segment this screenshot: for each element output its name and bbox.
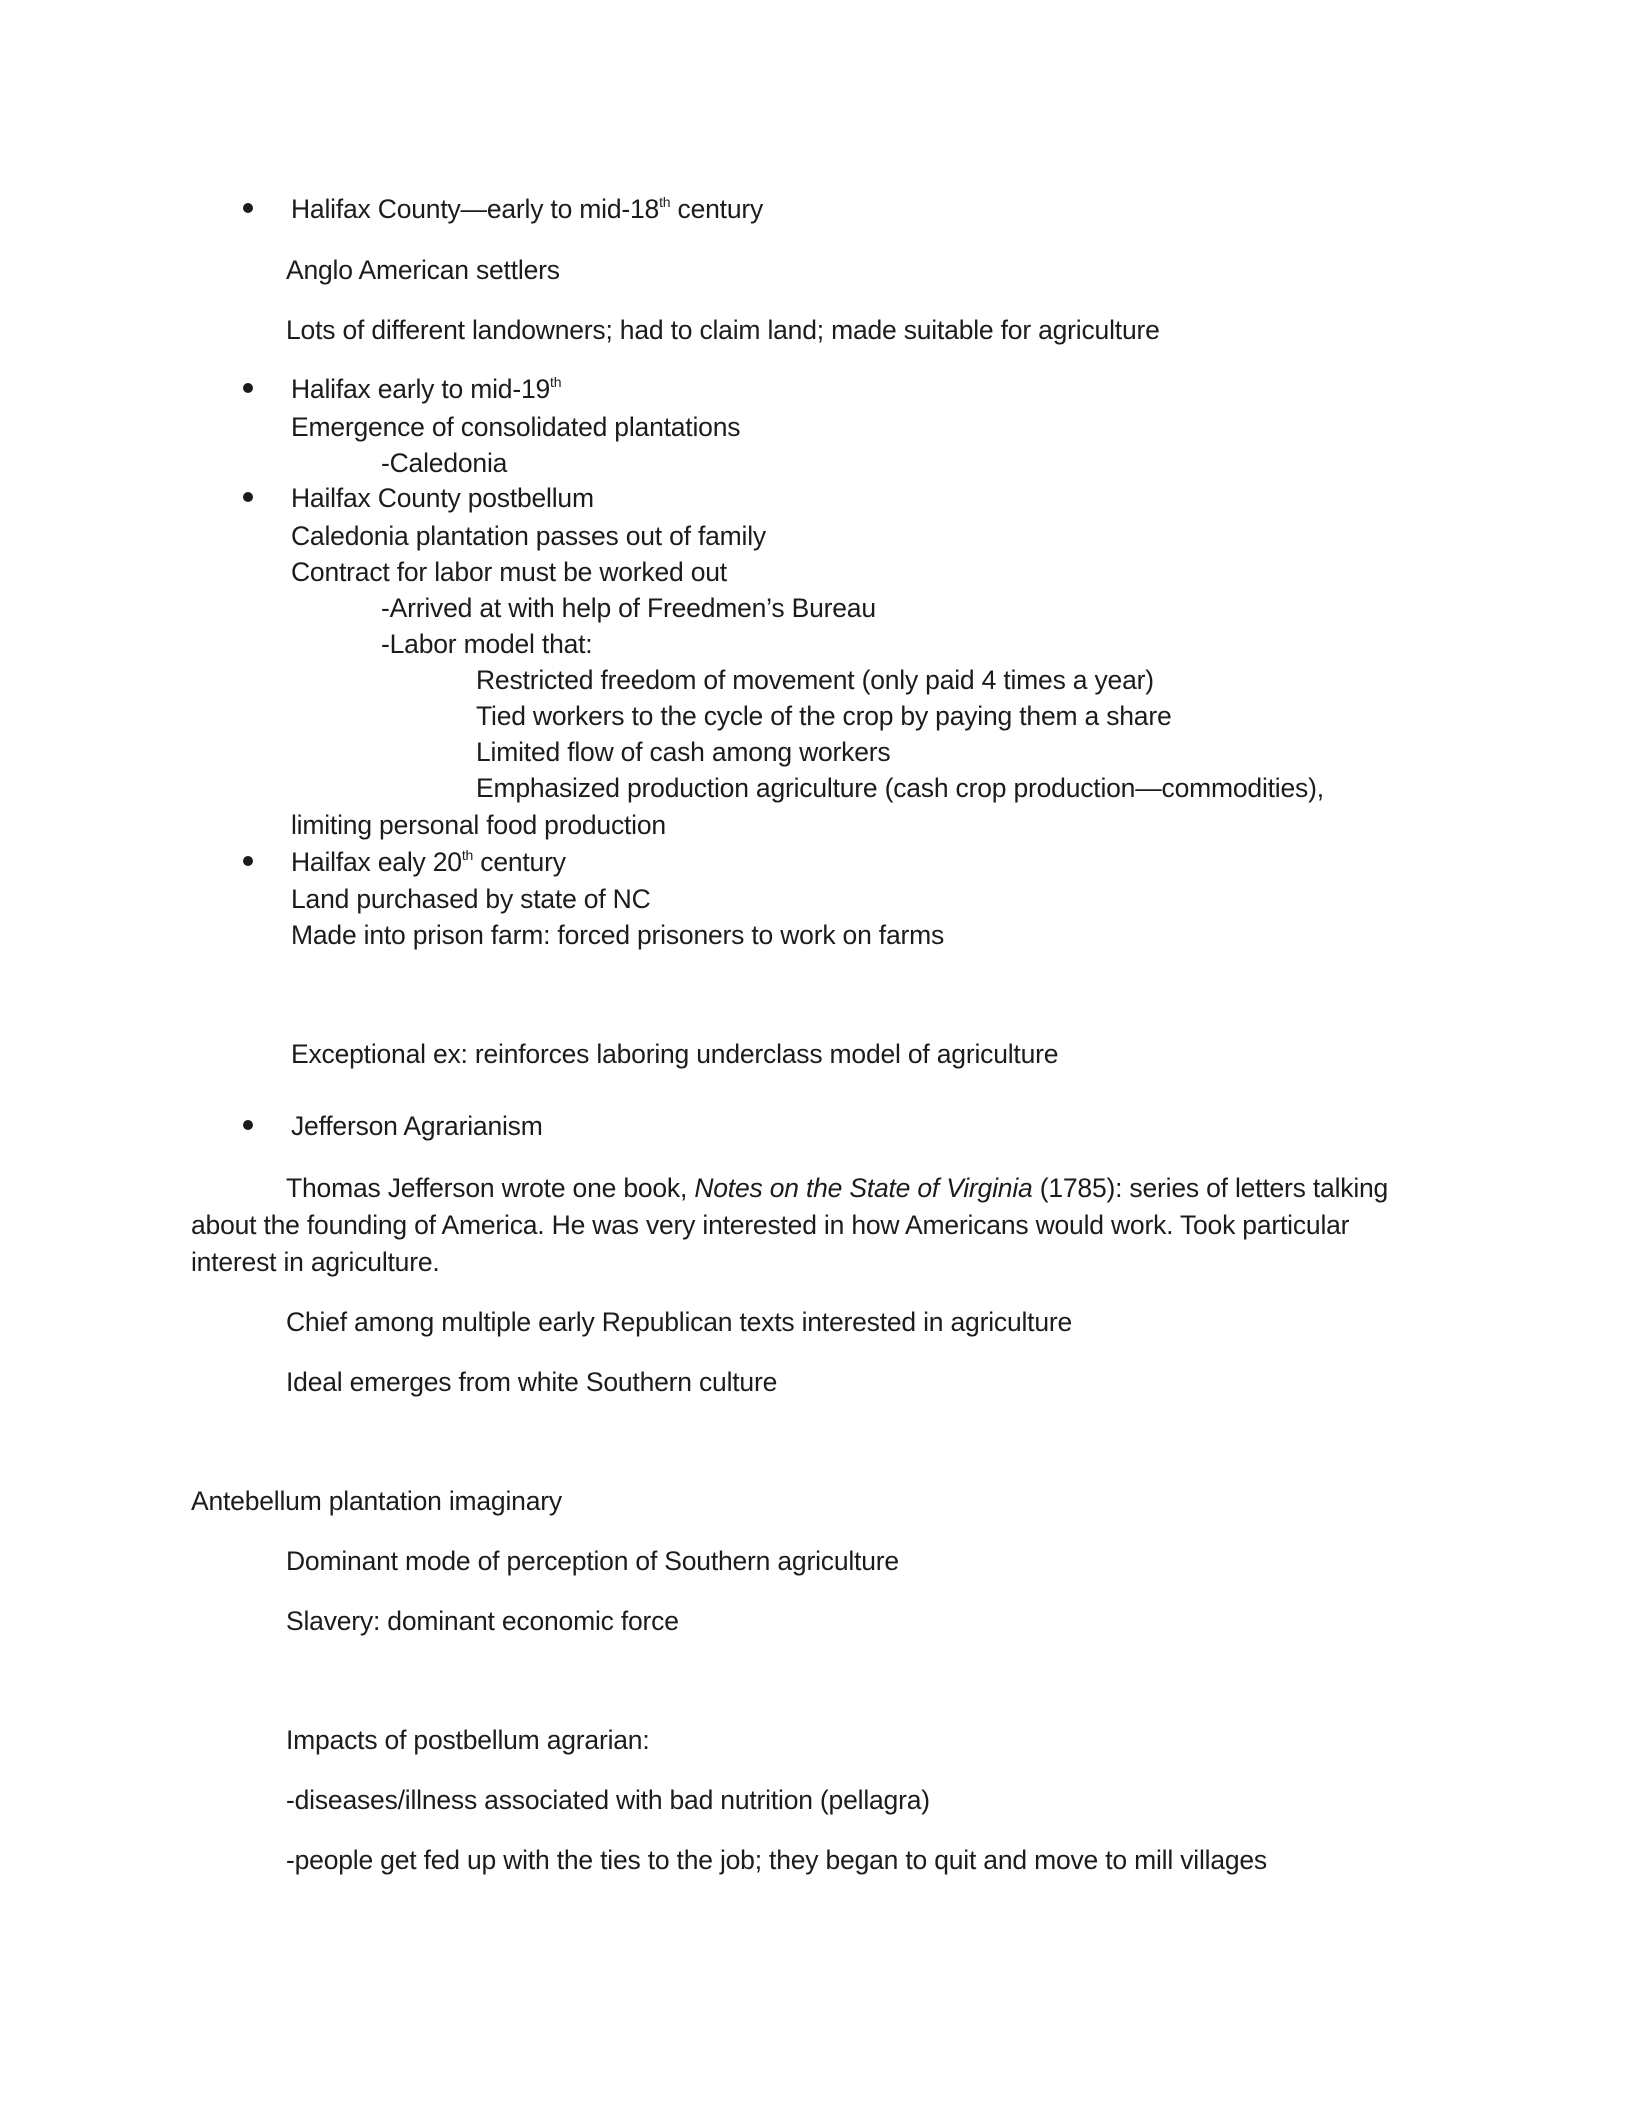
bullet xyxy=(243,203,253,213)
text-line: Made into prison farm: forced prisoners to work on farms xyxy=(291,920,945,950)
bullet xyxy=(243,1120,253,1130)
text-line: Contract for labor must be worked out xyxy=(291,557,727,587)
list-item: Emphasized production agriculture (cash crop production—commodities), xyxy=(476,773,1324,803)
text-line: Ideal emerges from white Southern culture xyxy=(286,1367,778,1397)
text-line: Land purchased by state of NC xyxy=(291,884,651,914)
text-line: limiting personal food production xyxy=(291,810,666,840)
heading-impacts: Impacts of postbellum agrarian: xyxy=(286,1725,650,1755)
text-line: -Arrived at with help of Freedmen’s Bureau xyxy=(381,593,876,623)
text-line: Lots of different landowners; had to claim land; made suitable for agriculture xyxy=(286,315,1160,345)
list-item: Tied workers to the cycle of the crop by paying them a share xyxy=(476,701,1172,731)
text-line: -diseases/illness associated with bad nutrition (pellagra) xyxy=(286,1785,930,1815)
heading-halifax-postbellum: Hailfax County postbellum xyxy=(291,483,594,513)
bullet xyxy=(243,492,253,502)
bullet xyxy=(243,383,253,393)
text-line: Exceptional ex: reinforces laboring underclass model of agriculture xyxy=(291,1039,1059,1069)
text-line: Chief among multiple early Republican texts interested in agriculture xyxy=(286,1307,1073,1337)
heading-halifax-18th: Halifax County—early to mid-18th century xyxy=(291,194,764,224)
heading-jefferson: Jefferson Agrarianism xyxy=(291,1111,543,1141)
list-item: Restricted freedom of movement (only paid 4 times a year) xyxy=(476,665,1154,695)
text-line: Slavery: dominant economic force xyxy=(286,1606,679,1636)
list-item: Limited flow of cash among workers xyxy=(476,737,891,767)
paragraph-line: Thomas Jefferson wrote one book, Notes on the State of Virginia (1785): series of letters talking xyxy=(286,1173,1389,1203)
text-line: Caledonia plantation passes out of family xyxy=(291,521,766,551)
heading-halifax-20th: Hailfax ealy 20th century xyxy=(291,847,566,877)
paragraph-line: about the founding of America. He was very interested in how Americans would work. Took particular xyxy=(191,1210,1350,1240)
heading-antebellum: Antebellum plantation imaginary xyxy=(191,1486,562,1516)
paragraph-line: interest in agriculture. xyxy=(191,1247,440,1277)
text-line: -Labor model that: xyxy=(381,629,593,659)
text-line: Emergence of consolidated plantations xyxy=(291,412,741,442)
text-line: Anglo American settlers xyxy=(286,255,560,285)
text-line: Dominant mode of perception of Southern agriculture xyxy=(286,1546,899,1576)
text-line: -Caledonia xyxy=(381,448,508,478)
text-line: -people get fed up with the ties to the job; they began to quit and move to mill villages xyxy=(286,1845,1267,1875)
heading-halifax-19th: Halifax early to mid-19th xyxy=(291,374,562,404)
bullet xyxy=(243,856,253,866)
